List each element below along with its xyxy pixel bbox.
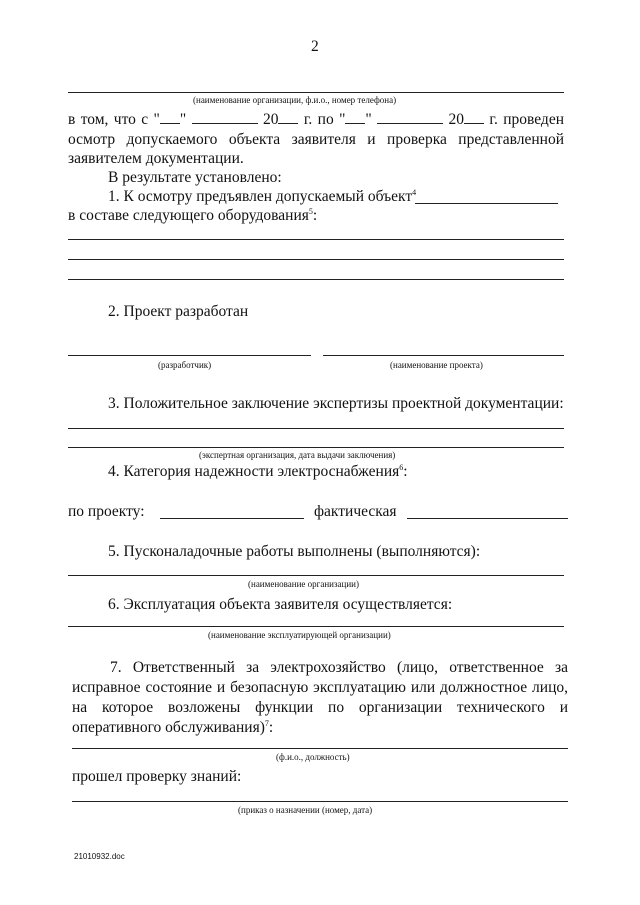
org-fill-line bbox=[68, 92, 564, 93]
actual-label: фактическая bbox=[314, 503, 397, 520]
item-4-label: 4. Категория надежности электроснабжения$^6$: bbox=[108, 463, 408, 480]
equipment-line-2 bbox=[68, 259, 564, 260]
per-project-label: по проекту: bbox=[68, 503, 145, 520]
caption-expert-org: (экспертная организация, дата выдачи заключения) bbox=[199, 450, 396, 460]
intro-line-2: осмотр допускаемого объекта заявителя и проверка представленной bbox=[68, 131, 564, 148]
item-2-label: 2. Проект разработан bbox=[108, 303, 249, 320]
expertise-line-2 bbox=[68, 447, 564, 448]
item-6-label: 6. Эксплуатация объекта заявителя осуществляется: bbox=[108, 596, 453, 613]
commissioning-line bbox=[68, 575, 564, 576]
caption-org-name: (наименование организации) bbox=[248, 579, 359, 589]
caption-org-fio-phone: (наименование организации, ф.и.о., номер телефона) bbox=[193, 95, 397, 105]
item-1-equipment-label: в составе следующего оборудования$^5$: bbox=[68, 207, 318, 224]
operating-org-line bbox=[68, 626, 564, 627]
item-7-line-4: оперативного обслуживания)$^7$: bbox=[72, 719, 274, 736]
project-name-line bbox=[323, 355, 564, 356]
equipment-line-3 bbox=[68, 279, 564, 280]
per-project-line bbox=[160, 518, 304, 519]
period-line: в том, что с " " 20 г. по " " 20 г. проведен bbox=[68, 111, 564, 128]
caption-fio-position: (ф.и.о., должность) bbox=[276, 752, 350, 762]
item-7-line-2: исправное состояние и безопасную эксплуатацию или должностное лицо, bbox=[72, 679, 568, 696]
intro-line-3: заявителем документации. bbox=[68, 150, 244, 167]
equipment-line-1 bbox=[68, 239, 564, 240]
item-5-label: 5. Пусконаладочные работы выполнены (выполняются): bbox=[108, 543, 481, 560]
caption-project-name: (наименование проекта) bbox=[390, 360, 483, 370]
caption-developer: (разработчик) bbox=[158, 360, 212, 370]
footer-filename: 21010932.doc bbox=[74, 852, 125, 861]
responsible-person-line bbox=[72, 748, 568, 749]
item-3-label: 3. Положительное заключение экспертизы проектной документации: bbox=[108, 395, 564, 412]
item-1-object-line bbox=[415, 203, 558, 204]
order-line bbox=[72, 801, 568, 802]
item-7-line-3: на которое возложены функции по организации технического и bbox=[72, 699, 568, 716]
item-7-line-1: 7. Ответственный за электрохозяйство (лицо, ответственное за bbox=[110, 659, 568, 676]
actual-line bbox=[407, 518, 568, 519]
passed-check-label: прошел проверку знаний: bbox=[72, 768, 242, 785]
caption-order: (приказ о назначении (номер, дата) bbox=[238, 805, 373, 815]
item-1-label: 1. К осмотру предъявлен допускаемый объект$^4$ bbox=[108, 188, 417, 205]
page-number: 2 bbox=[311, 38, 319, 55]
result-established: В результате установлено: bbox=[108, 169, 282, 186]
expertise-line-1 bbox=[68, 428, 564, 429]
caption-operating-org: (наименование эксплуатирующей организации) bbox=[208, 630, 391, 640]
developer-line bbox=[68, 355, 311, 356]
